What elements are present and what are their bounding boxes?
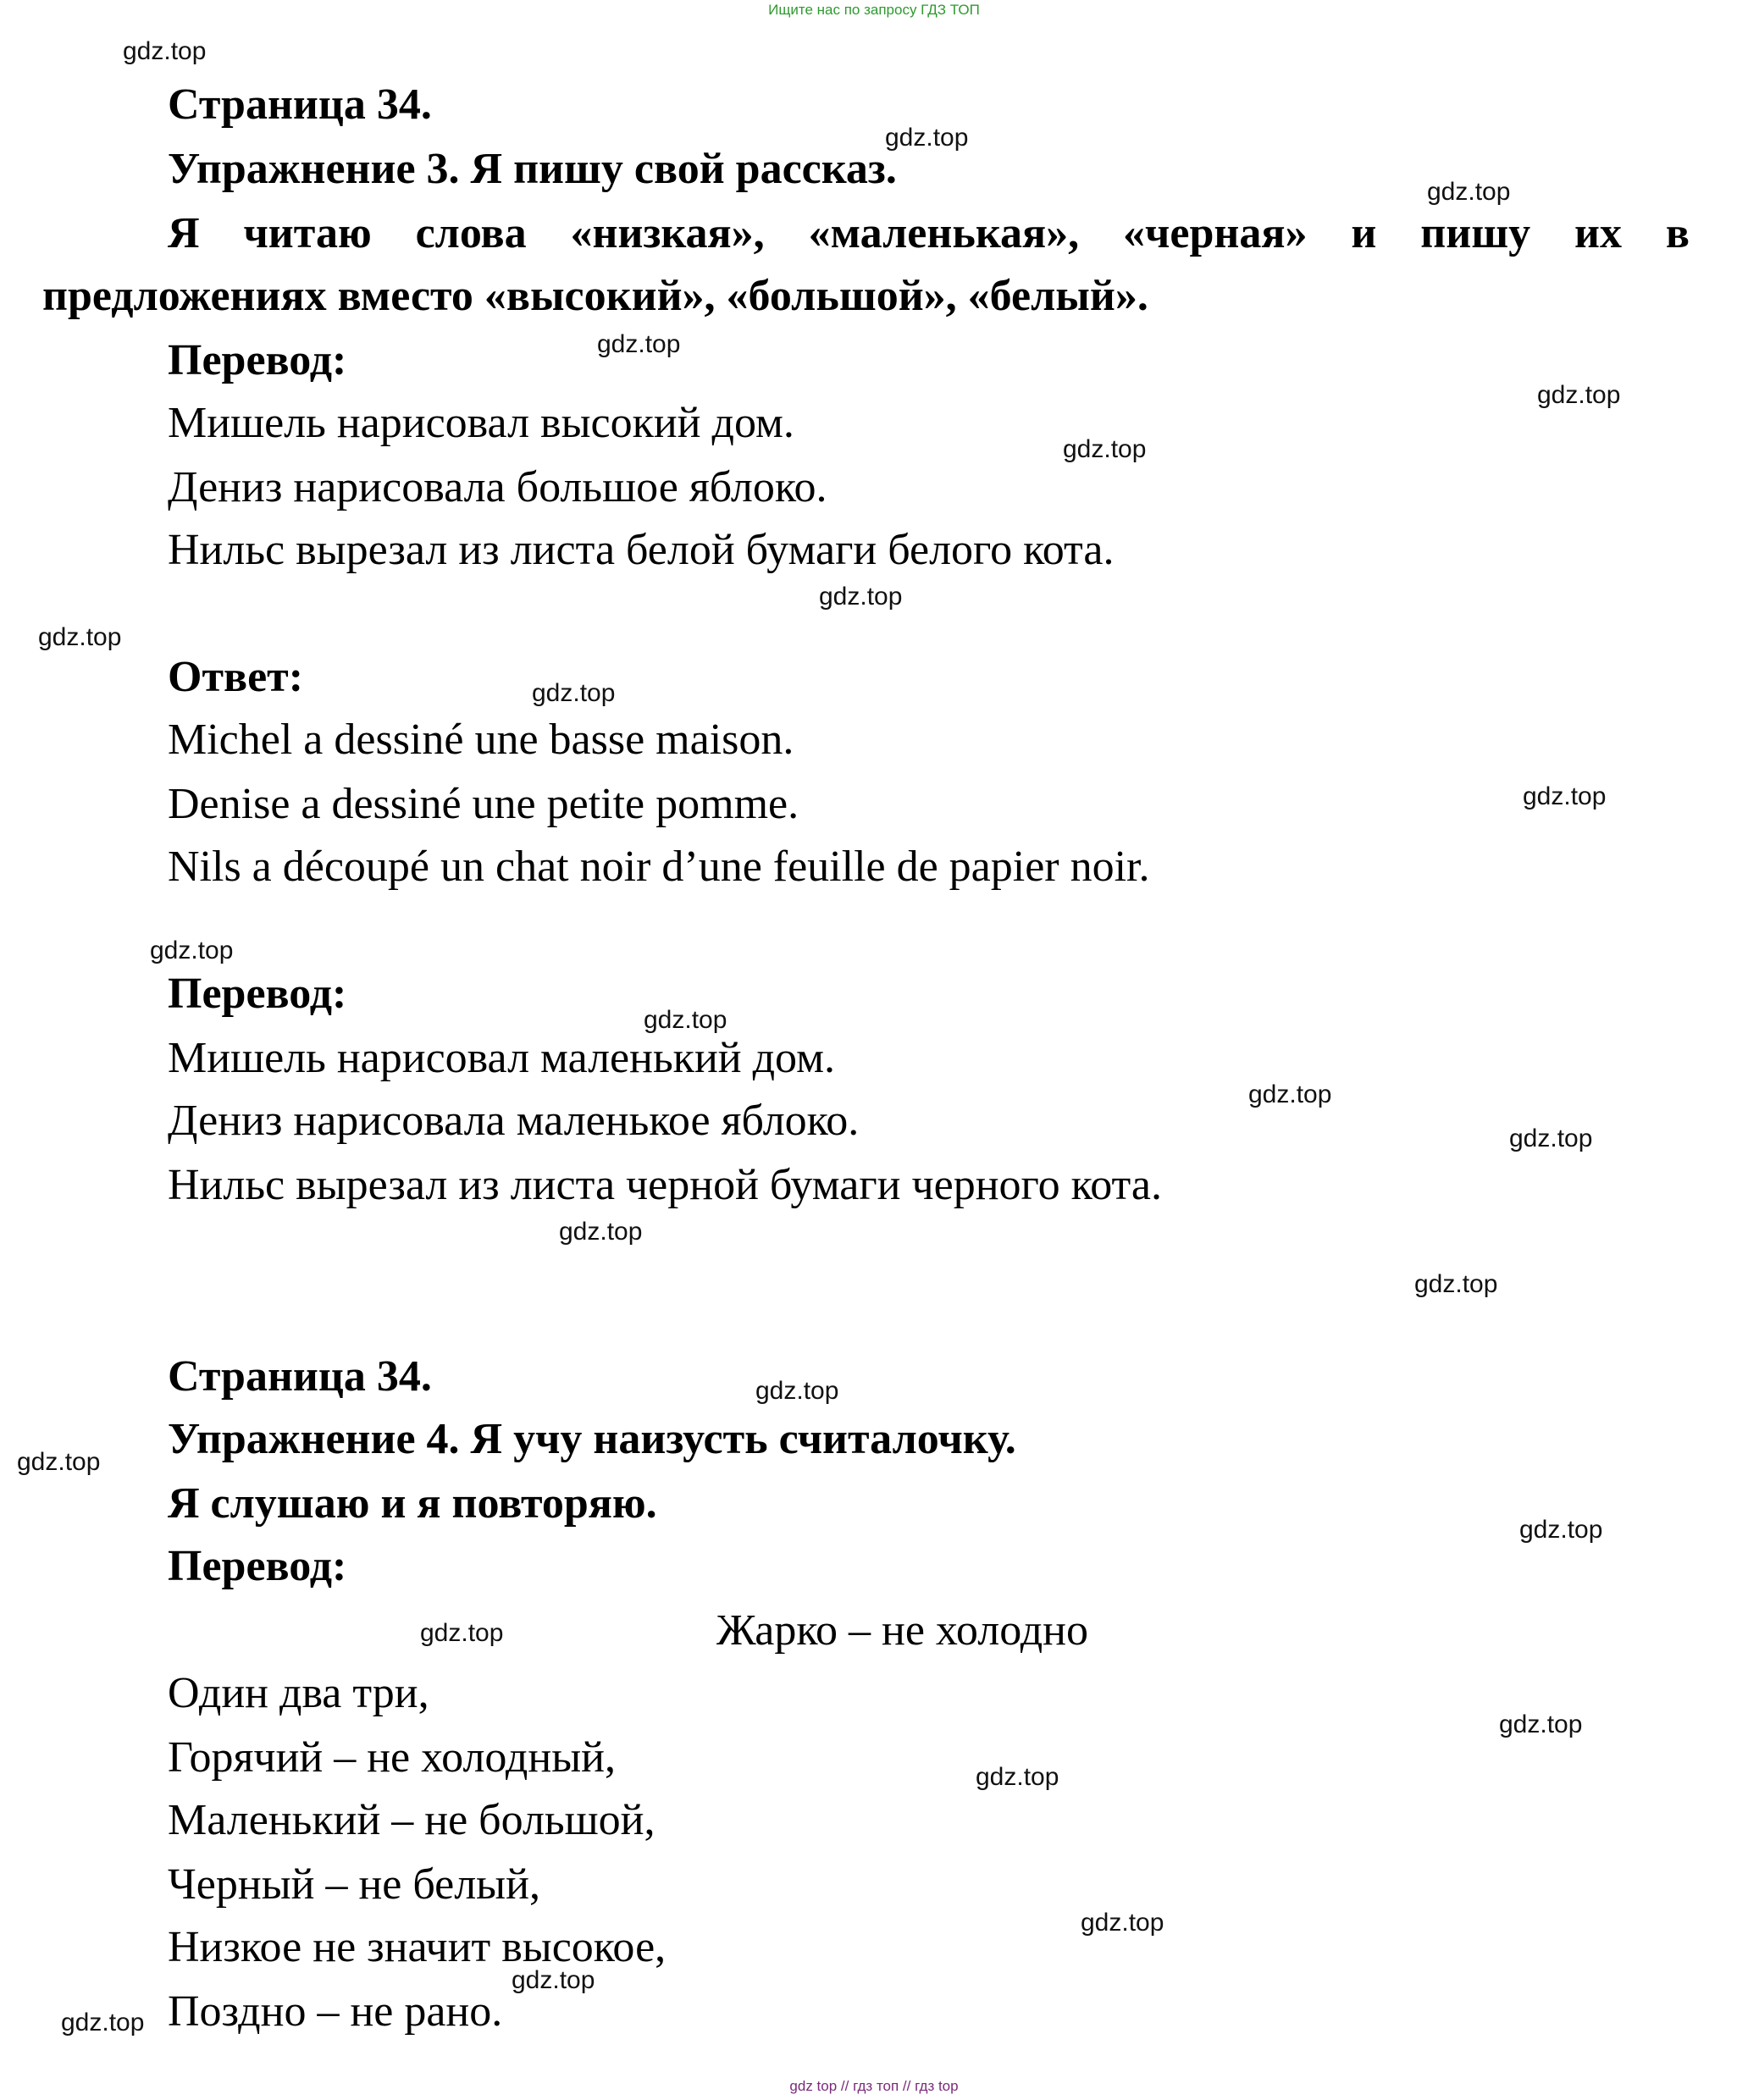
poem-title: Жарко – не холодно	[716, 1606, 1088, 1655]
translation-line: Дениз нарисовала маленькое яблоко.	[168, 1097, 860, 1145]
watermark: gdz.top	[1427, 178, 1511, 206]
watermark: gdz.top	[38, 623, 122, 651]
watermark: gdz.top	[885, 124, 969, 152]
top-banner: Ищите нас по запросу ГДЗ ТОП	[768, 2, 980, 18]
translation-label: Перевод:	[168, 336, 347, 384]
page-heading: Страница 34.	[168, 1352, 432, 1401]
watermark: gdz.top	[532, 679, 616, 707]
bottom-banner: gdz top // гдз топ // гдз top	[789, 2078, 959, 2094]
exercise-title: Упражнение 4. Я учу наизусть считалочку.	[168, 1415, 1016, 1463]
watermark: gdz.top	[150, 937, 234, 964]
watermark: gdz.top	[123, 37, 207, 65]
watermark: gdz.top	[1081, 1909, 1164, 1937]
answer-line: Michel a dessiné une basse maison.	[168, 716, 794, 764]
translation-line: Нильс вырезал из листа белой бумаги белого кота.	[168, 526, 1115, 574]
watermark: gdz.top	[512, 1966, 595, 1994]
watermark: gdz.top	[1509, 1125, 1593, 1152]
watermark: gdz.top	[976, 1763, 1059, 1791]
watermark: gdz.top	[1414, 1270, 1498, 1298]
watermark: gdz.top	[1063, 435, 1147, 463]
watermark: gdz.top	[1523, 782, 1607, 810]
instruction: Я слушаю и я повторяю.	[168, 1479, 657, 1528]
instruction-line-2: предложениях вместо «высокий», «большой», «белый».	[42, 272, 1148, 320]
instruction-text: Я читаю слова «низкая», «маленькая», «черная» и пишу их в	[168, 209, 1690, 257]
watermark: gdz.top	[755, 1377, 839, 1405]
translation-label: Перевод:	[168, 970, 347, 1018]
poem-line: Один два три,	[168, 1669, 429, 1717]
answer-label: Ответ:	[168, 653, 304, 701]
poem-line: Низкое не значит высокое,	[168, 1923, 667, 1971]
translation-line: Мишель нарисовал высокий дом.	[168, 399, 794, 447]
watermark: gdz.top	[644, 1006, 727, 1034]
poem-line: Маленький – не большой,	[168, 1796, 656, 1844]
page-heading: Страница 34.	[168, 80, 432, 129]
watermark: gdz.top	[17, 1448, 101, 1476]
poem-line: Поздно – не рано.	[168, 1987, 503, 2036]
translation-line: Дениз нарисовала большое яблоко.	[168, 463, 827, 511]
watermark: gdz.top	[597, 330, 681, 358]
watermark: gdz.top	[1537, 381, 1621, 409]
watermark: gdz.top	[819, 583, 903, 611]
poem-line: Черный – не белый,	[168, 1860, 540, 1909]
watermark: gdz.top	[559, 1218, 643, 1246]
translation-line: Нильс вырезал из листа черной бумаги черного кота.	[168, 1161, 1162, 1209]
answer-line: Nils a découpé un chat noir d’une feuille de papier noir.	[168, 843, 1150, 891]
answer-line: Denise a dessiné une petite pomme.	[168, 780, 799, 828]
watermark: gdz.top	[61, 2009, 145, 2036]
poem-line: Горячий – не холодный,	[168, 1733, 616, 1782]
watermark: gdz.top	[420, 1619, 504, 1647]
watermark: gdz.top	[1248, 1080, 1332, 1108]
translation-line: Мишель нарисовал маленький дом.	[168, 1034, 835, 1082]
exercise-title: Упражнение 3. Я пишу свой рассказ.	[168, 145, 897, 193]
watermark: gdz.top	[1519, 1516, 1603, 1544]
translation-label: Перевод:	[168, 1542, 347, 1590]
instruction-line-1	[168, 208, 1690, 259]
watermark: gdz.top	[1499, 1710, 1583, 1738]
